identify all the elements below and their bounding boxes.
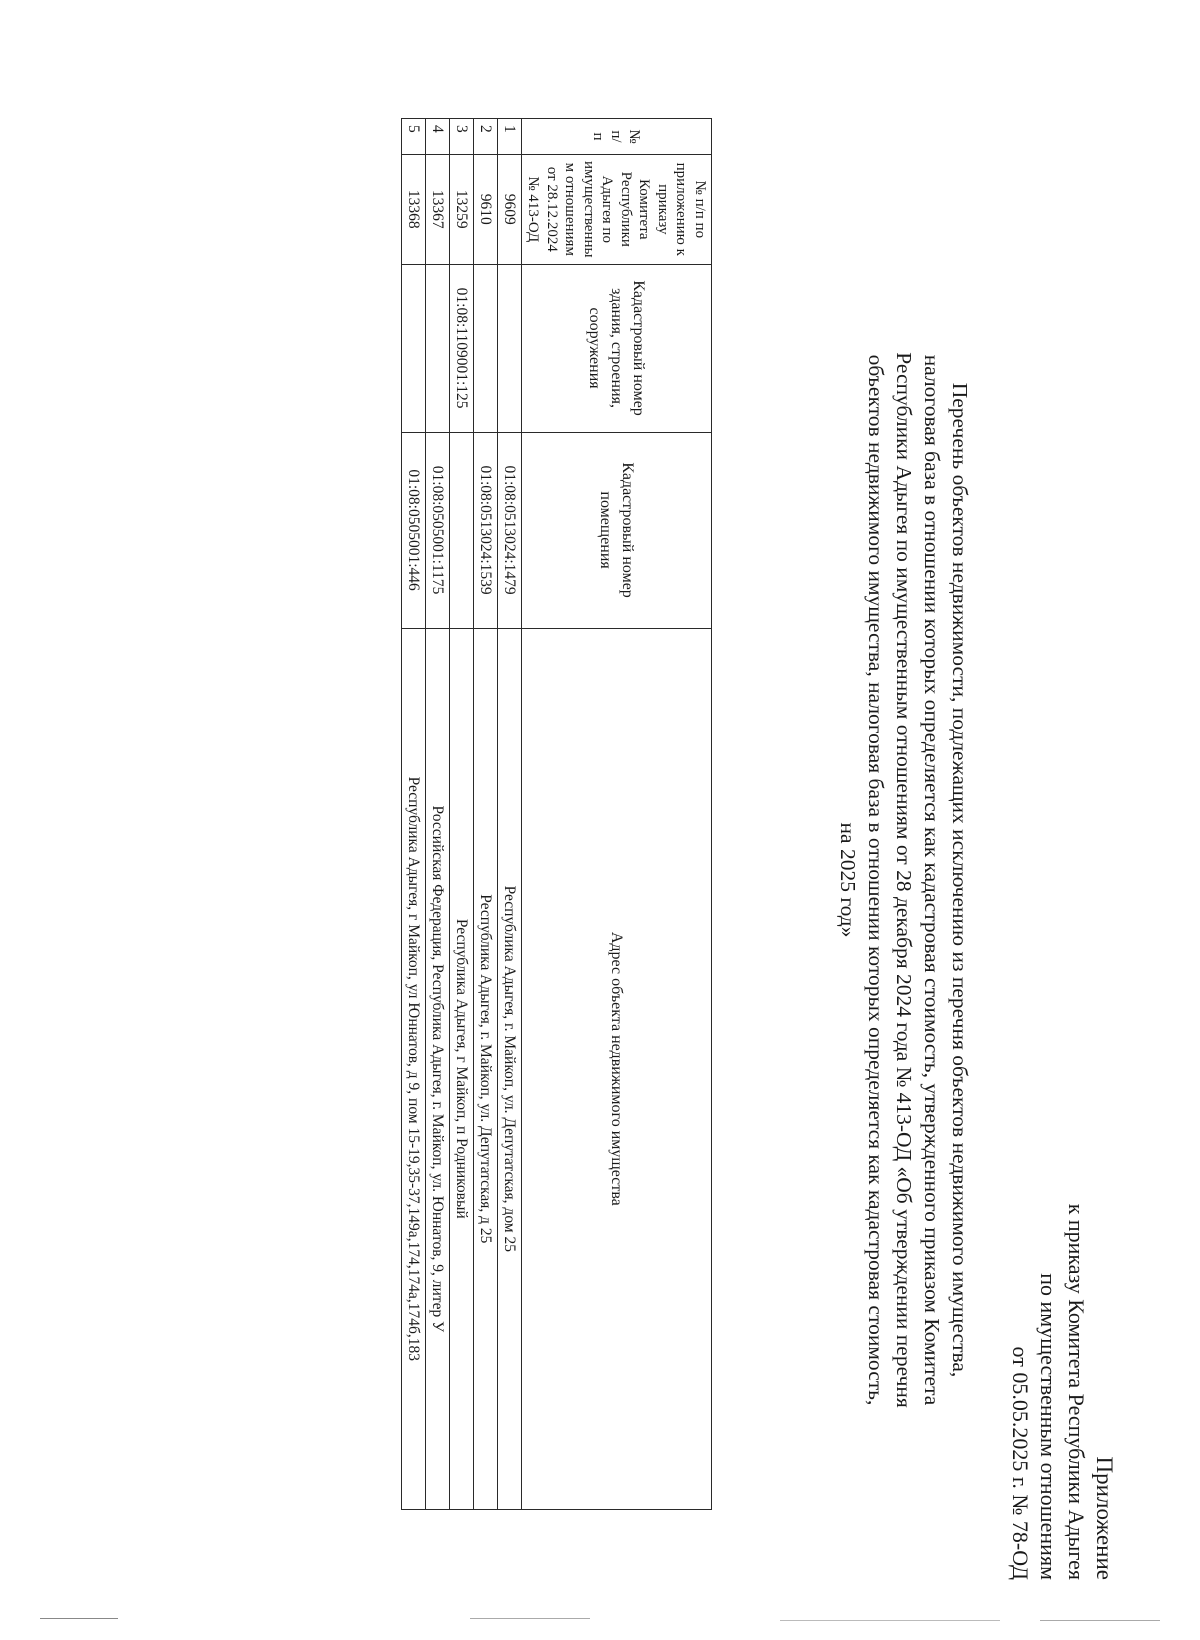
scan-artifact-line (1040, 1620, 1160, 1621)
cell-ref: 13368 (402, 155, 426, 265)
cell-num: 3 (450, 119, 474, 155)
header-room-cadastral: Кадастровый номер помещения (522, 432, 712, 628)
cell-building (474, 264, 498, 432)
cell-address: Республика Адыгея, г. Майкоп, ул. Депутатская, дом 25 (498, 628, 522, 1509)
cell-building (426, 264, 450, 432)
table-header-row (522, 119, 712, 1510)
table-row (498, 119, 522, 1510)
cell-room: 01:08:0513024:1479 (498, 432, 522, 628)
heading-line-1: Перечень объектов недвижимости, подлежащих исключению из перечня объектов недвижимого имущества, (948, 382, 972, 1378)
heading-line-4: объектов недвижимого имущества, налоговая база в отношении которых определяется как кадастровая стоимость, (864, 354, 888, 1406)
cell-address: Республика Адыгея, г. Майкоп, ул. Депутатская, д 25 (474, 628, 498, 1509)
cell-room: 01:08:0513024:1539 (474, 432, 498, 628)
cell-room (450, 432, 474, 628)
table-row (450, 119, 474, 1510)
cell-num: 2 (474, 119, 498, 155)
table-row (426, 119, 450, 1510)
cell-ref: 9609 (498, 155, 522, 265)
heading-line-5: на 2025 год» (836, 822, 860, 938)
appendix-order-line: к приказу Комитета Республики Адыгея (1064, 1203, 1089, 1580)
appendix-block (1006, 1020, 1118, 1580)
cell-ref: 9610 (474, 155, 498, 265)
cell-room: 01:08:0505001:1175 (426, 432, 450, 628)
cell-ref: 13367 (426, 155, 450, 265)
appendix-title: Приложение (1092, 1456, 1117, 1580)
cell-num: 4 (426, 119, 450, 155)
cell-building (402, 264, 426, 432)
table-row (474, 119, 498, 1510)
scan-artifact-line (780, 1620, 1000, 1621)
cell-address: Республика Адыгея, г Майкоп, п Родниковый (450, 628, 474, 1509)
scan-artifact-line (40, 1618, 118, 1619)
table-row (402, 119, 426, 1510)
header-address: Адрес объекта недвижимого имущества (522, 628, 712, 1509)
document-heading (834, 290, 974, 1470)
cell-address: Республика Адыгея, г Майкоп, ул Юннатов, д 9, пом 15-19,35-37,149а,174,174а,174б,183 (402, 628, 426, 1509)
heading-line-3: Республики Адыгея по имущественным отношениям от 28 декабря 2024 года № 413-ОД «Об утверждении перечня (892, 352, 916, 1408)
cell-room: 01:08:0505001:446 (402, 432, 426, 628)
appendix-department-line: по имущественным отношениям (1036, 1273, 1061, 1580)
cell-num: 5 (402, 119, 426, 155)
scan-artifact-line (470, 1618, 590, 1619)
header-ref: № п/п по приложению к приказу Комитета Республики Адыгея по имущественны м отношениям от 28.12.2024 № 413-ОД (522, 155, 712, 265)
cell-building (498, 264, 522, 432)
cell-address: Российская Федерация, Республика Адыгея, г. Майкоп, ул. Юннатов, 9, литер У (426, 628, 450, 1509)
heading-line-2: налоговая база в отношении которых определяется как кадастровая стоимость, утвержденного приказом Комитета (920, 354, 944, 1406)
cell-building: 01:08:1109001:125 (450, 264, 474, 432)
appendix-date-line: от 05.05.2025 г. № 78-ОД (1008, 1346, 1033, 1580)
cell-ref: 13259 (450, 155, 474, 265)
header-num: № п/ п (522, 119, 712, 155)
cell-num: 1 (498, 119, 522, 155)
header-building-cadastral: Кадастровый номер здания, строения, сооружения (522, 264, 712, 432)
property-table (401, 118, 712, 1510)
